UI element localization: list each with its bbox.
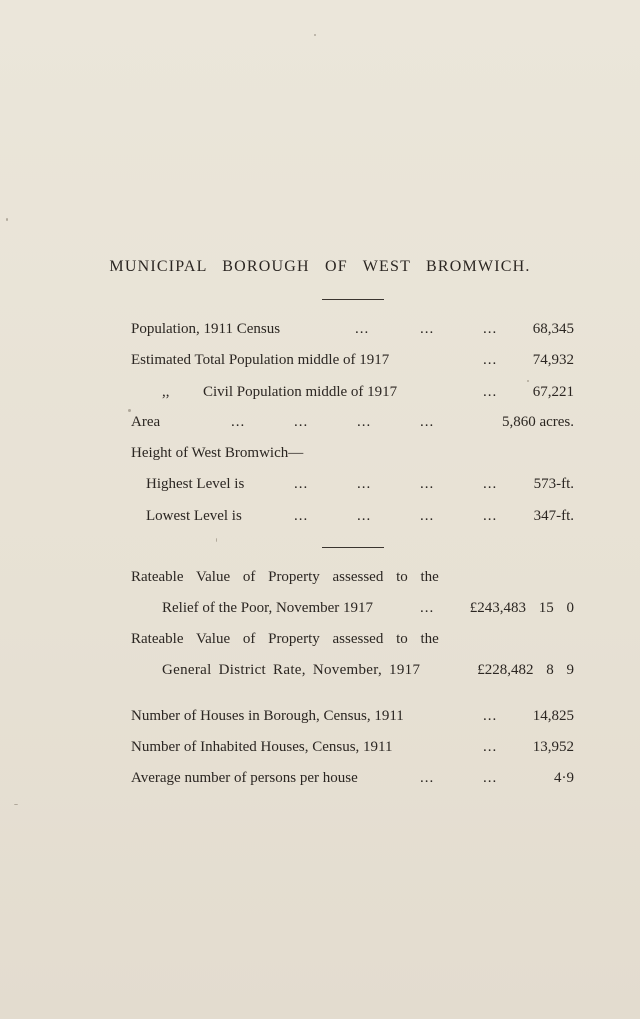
leader-dots: ... bbox=[355, 321, 370, 337]
row-value: 74,932 bbox=[532, 352, 574, 368]
leader-dots: ... bbox=[420, 508, 435, 524]
row-highest-level bbox=[0, 474, 640, 494]
row-inhabited-houses bbox=[0, 737, 640, 757]
row-persons-per-house bbox=[0, 768, 640, 788]
row-lowest-level bbox=[0, 506, 640, 526]
leader-dots: ... bbox=[420, 414, 435, 430]
leader-dots: ... bbox=[483, 384, 498, 400]
leader-dots: ... bbox=[294, 508, 309, 524]
leader-dots: ... bbox=[294, 476, 309, 492]
row-label: Population, 1911 Census bbox=[131, 321, 281, 337]
row-label: Lowest Level is bbox=[146, 508, 242, 524]
row-houses bbox=[0, 706, 640, 726]
leader-dots: ... bbox=[483, 352, 498, 368]
leader-dots: ... bbox=[231, 414, 246, 430]
row-civil-1917 bbox=[0, 382, 640, 402]
row-label: Number of Inhabited Houses, Census, 1911 bbox=[131, 739, 393, 755]
row-label: Average number of persons per house bbox=[131, 770, 358, 786]
leader-dots: ... bbox=[483, 476, 498, 492]
leader-dots: ... bbox=[294, 414, 309, 430]
row-height-heading bbox=[0, 443, 640, 463]
row-est-total-1917 bbox=[0, 350, 640, 370]
row-label: Rateable Value of Property assessed to the bbox=[131, 569, 439, 585]
leader-dots: ... bbox=[483, 321, 498, 337]
leader-dots: ... bbox=[420, 476, 435, 492]
row-value: 573-ft. bbox=[533, 476, 574, 492]
row-rateable-district-line1 bbox=[0, 629, 640, 649]
row-value: 14,825 bbox=[532, 708, 574, 724]
row-label: General District Rate, November, 1917 bbox=[162, 662, 421, 678]
divider-rule-top bbox=[322, 299, 384, 300]
leader-dots: ... bbox=[357, 476, 372, 492]
ditto-mark: ,, bbox=[162, 384, 170, 400]
row-label: Civil Population middle of 1917 bbox=[203, 384, 398, 400]
leader-dots: ... bbox=[483, 739, 498, 755]
row-value: 347-ft. bbox=[533, 508, 574, 524]
row-rateable-district-line2 bbox=[0, 660, 640, 680]
row-label: Relief of the Poor, November 1917 bbox=[162, 600, 374, 616]
leader-dots: ... bbox=[357, 414, 372, 430]
row-value: 68,345 bbox=[532, 321, 574, 337]
page-title: MUNICIPAL BOROUGH OF WEST BROMWICH. bbox=[109, 258, 531, 275]
row-label: Estimated Total Population middle of 1917 bbox=[131, 352, 390, 368]
row-value: £228,482 8 9 bbox=[477, 662, 574, 678]
row-label: Number of Houses in Borough, Census, 1911 bbox=[131, 708, 404, 724]
row-label: Height of West Bromwich— bbox=[131, 445, 304, 461]
leader-dots: ... bbox=[483, 770, 498, 786]
row-value: 13,952 bbox=[532, 739, 574, 755]
row-rateable-poor-line1 bbox=[0, 567, 640, 587]
row-value: 4·9 bbox=[554, 770, 574, 786]
leader-dots: ... bbox=[483, 508, 498, 524]
row-value: £243,483 15 0 bbox=[469, 600, 574, 616]
divider-rule-middle bbox=[322, 547, 384, 548]
row-rateable-poor-line2 bbox=[0, 598, 640, 618]
leader-dots: ... bbox=[483, 708, 498, 724]
leader-dots: ... bbox=[420, 321, 435, 337]
row-label: Area bbox=[131, 414, 161, 430]
row-value: 5,860 acres. bbox=[501, 414, 574, 430]
leader-dots: ... bbox=[420, 600, 435, 616]
row-label: Highest Level is bbox=[146, 476, 245, 492]
row-area bbox=[0, 412, 640, 432]
row-population-1911 bbox=[0, 319, 640, 339]
row-label: Rateable Value of Property assessed to the bbox=[131, 631, 439, 647]
row-value: 67,221 bbox=[532, 384, 574, 400]
leader-dots: ... bbox=[420, 770, 435, 786]
leader-dots: ... bbox=[357, 508, 372, 524]
